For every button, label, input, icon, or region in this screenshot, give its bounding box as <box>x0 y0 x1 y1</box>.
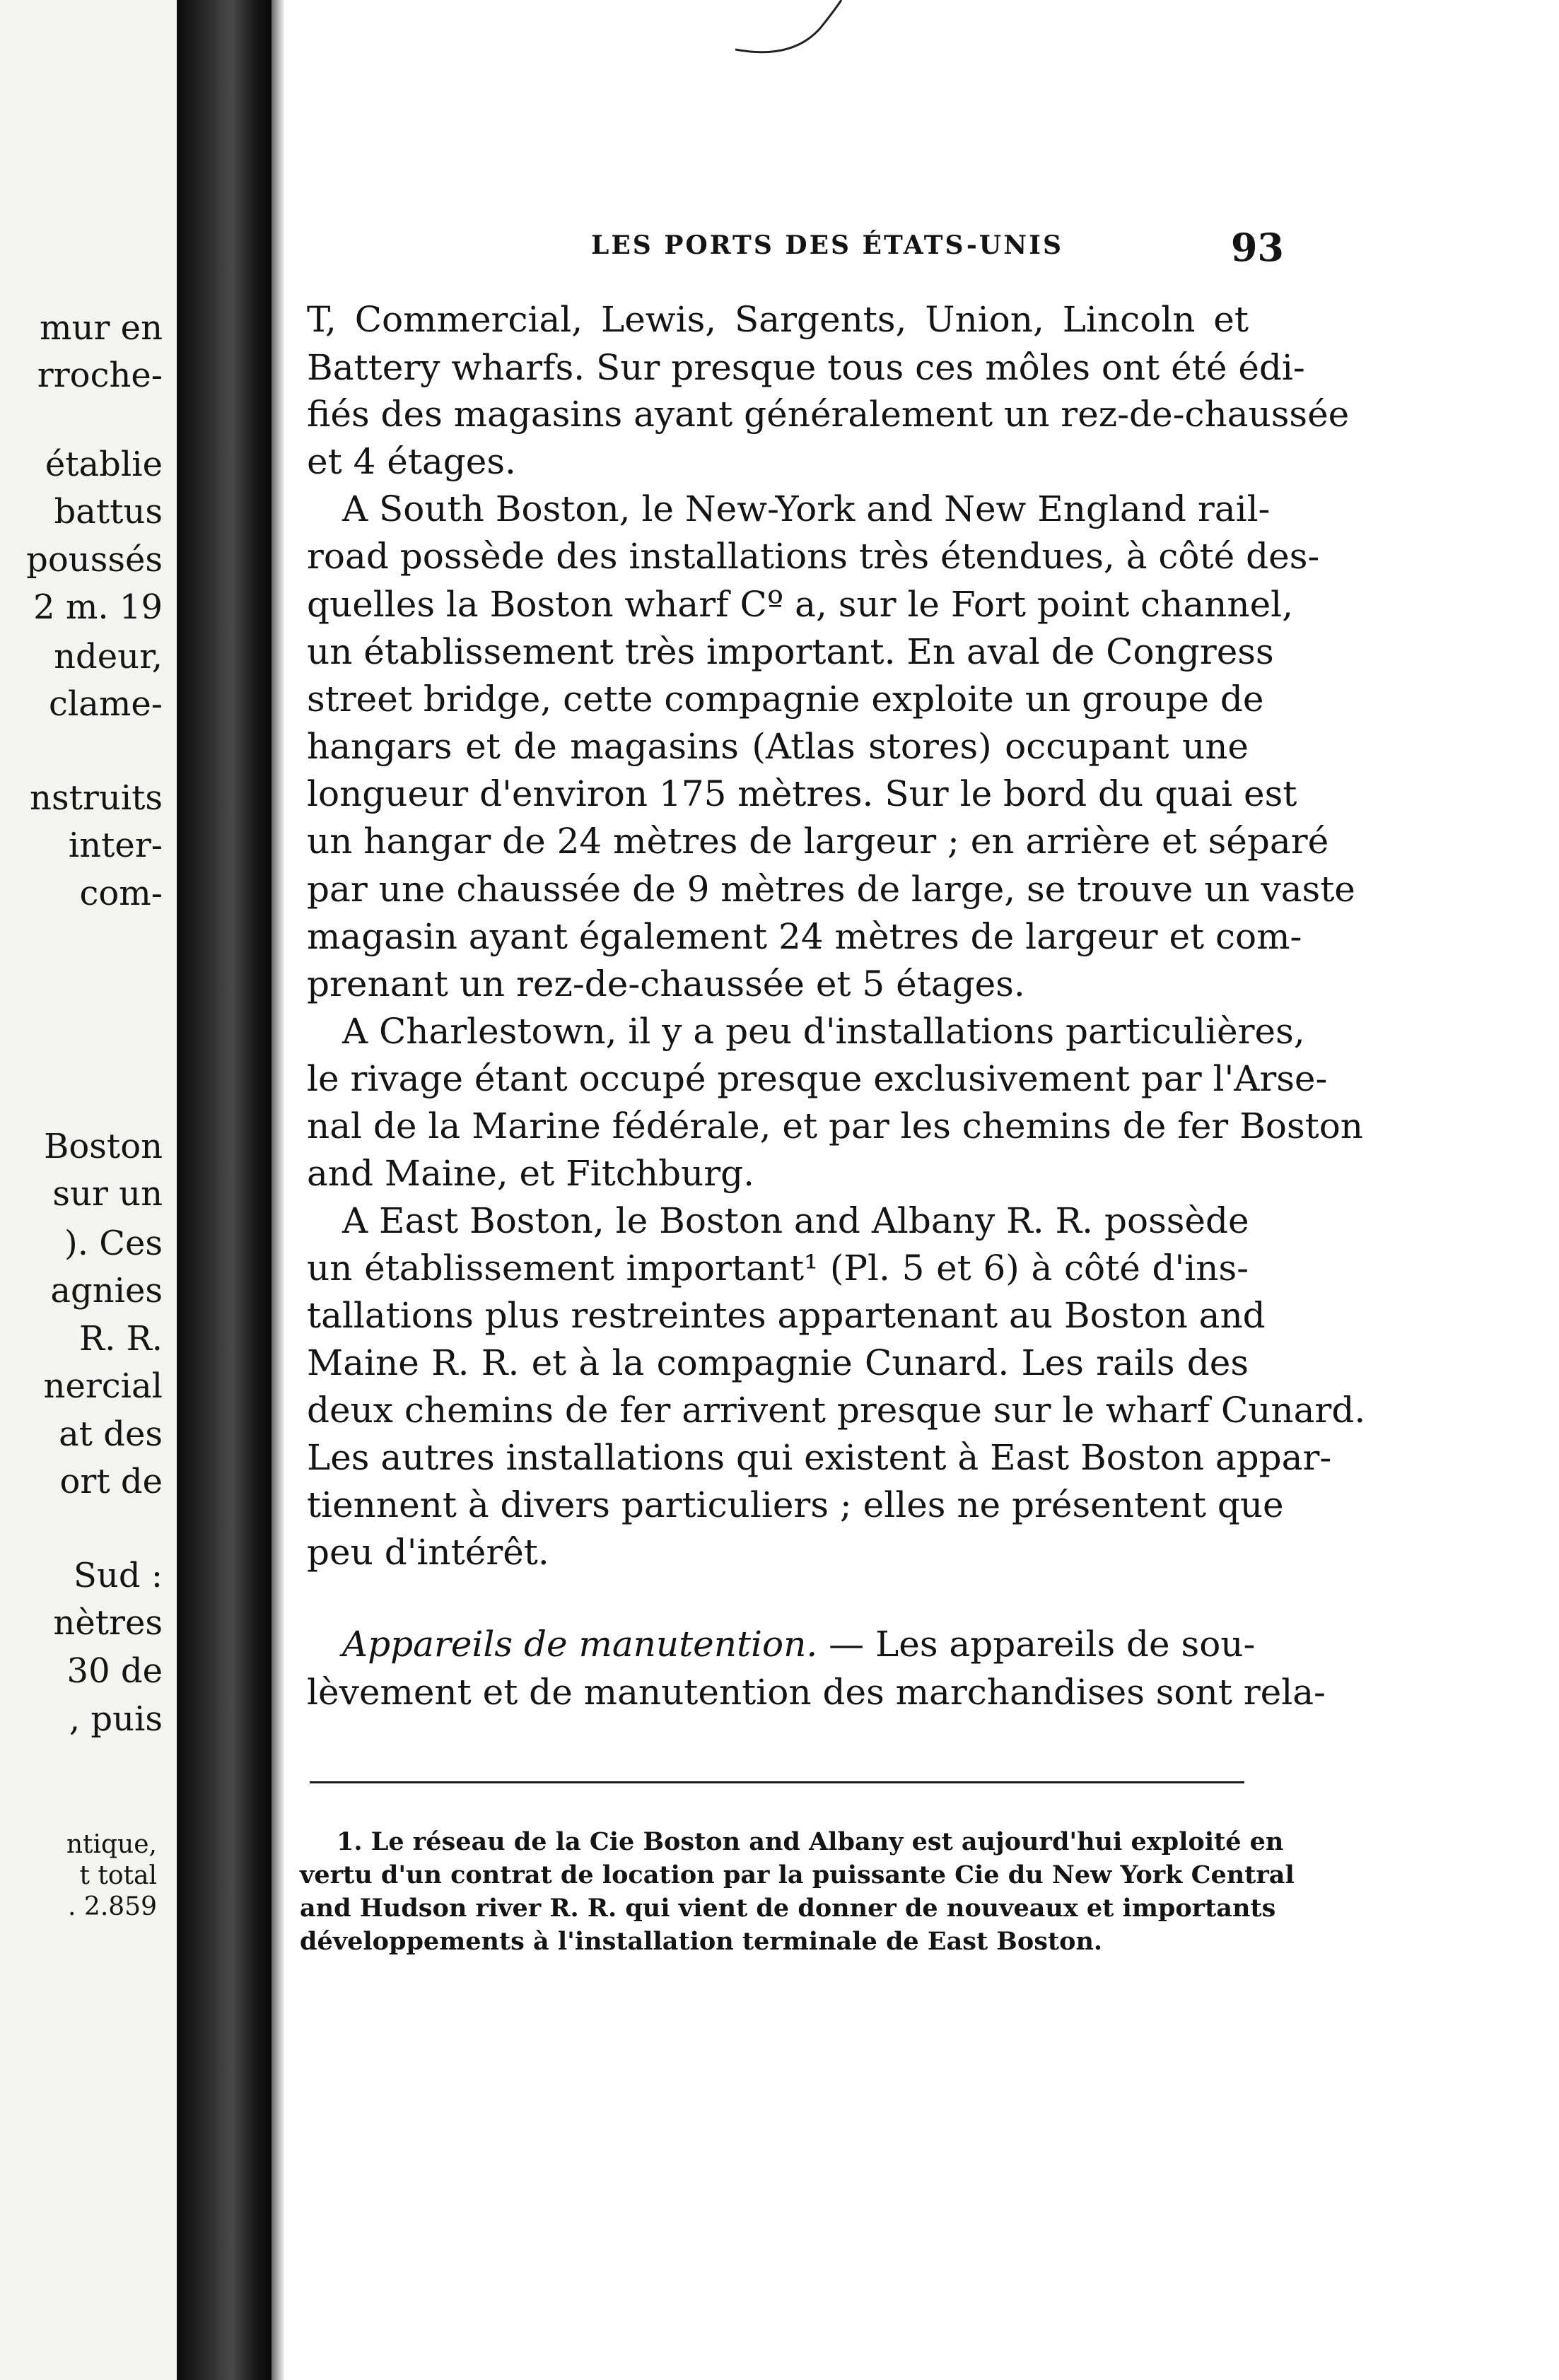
body-line: street bridge, cette compagnie exploite un groupe de <box>307 679 1264 720</box>
footnote-line: développements à l'installation terminale de East Boston. <box>300 1927 1103 1956</box>
left-page-line: 30 de <box>66 1651 163 1691</box>
running-header: LES PORTS DES ÉTATS-UNIS <box>591 230 1063 260</box>
left-page-line: agnies <box>50 1271 163 1311</box>
left-page-note-line: t total <box>79 1861 157 1890</box>
binding-gutter <box>177 0 276 2380</box>
left-page-line: poussés <box>26 540 163 580</box>
left-page-line: ndeur, <box>54 637 163 676</box>
body-line: Battery wharfs. Sur presque tous ces môles ont été édi- <box>307 347 1305 388</box>
left-page-line: nercial <box>43 1366 163 1406</box>
section-paragraph-first-line <box>342 1624 1256 1665</box>
section-heading: Appareils de manutention. <box>342 1624 818 1665</box>
body-line: tiennent à divers particuliers ; elles ne présentent que <box>307 1484 1284 1525</box>
body-line: A Charlestown, il y a peu d'installations particulières, <box>342 1011 1305 1052</box>
left-page-line: clame- <box>49 684 163 724</box>
left-page-line: , puis <box>69 1699 163 1739</box>
body-line: nal de la Marine fédérale, et par les chemins de fer Boston <box>307 1106 1363 1147</box>
left-page-note-line: ntique, <box>66 1830 157 1859</box>
body-line: A South Boston, le New-York and New England rail- <box>342 488 1271 529</box>
left-page-line: Sud : <box>74 1556 163 1595</box>
body-line: road possède des installations très étendues, à côté des- <box>307 536 1320 577</box>
body-line: par une chaussée de 9 mètres de large, se trouve un vaste <box>307 869 1355 910</box>
left-page-line: ). Ces <box>64 1224 163 1263</box>
body-line: et 4 étages. <box>307 441 516 482</box>
left-page-line: 2 m. 19 <box>33 587 163 627</box>
left-page-line: rroche- <box>37 356 163 395</box>
left-page-line: inter- <box>68 826 163 865</box>
body-line: tallations plus restreintes appartenant au Boston and <box>307 1295 1266 1336</box>
body-line: le rivage étant occupé presque exclusivement par l'Arse- <box>307 1058 1328 1099</box>
body-line: T, Commercial, Lewis, Sargents, Union, Lincoln et <box>307 299 1249 340</box>
section-text: — Les appareils de sou- <box>817 1624 1256 1665</box>
left-page-note-line: . 2.859 <box>68 1892 157 1921</box>
previous-page-edge <box>0 0 177 2380</box>
body-line: lèvement et de manutention des marchandises sont rela- <box>307 1672 1326 1713</box>
body-line: un hangar de 24 mètres de largeur ; en arrière et séparé <box>307 821 1329 862</box>
body-line: quelles la Boston wharf Cº a, sur le Fort point channel, <box>307 584 1294 625</box>
left-page-line: Boston <box>44 1127 163 1166</box>
left-page-line: R. R. <box>78 1319 163 1359</box>
body-line: un établissement important¹ (Pl. 5 et 6) à côté d'ins- <box>307 1248 1249 1289</box>
left-page-line: at des <box>59 1414 163 1454</box>
page-number: 93 <box>1230 225 1284 270</box>
body-line: and Maine, et Fitchburg. <box>307 1153 755 1194</box>
body-line: Maine R. R. et à la compagnie Cunard. Les rails des <box>307 1342 1249 1383</box>
left-page-line: battus <box>54 492 163 532</box>
footnote-line: and Hudson river R. R. qui vient de donner de nouveaux et importants <box>300 1894 1276 1923</box>
body-line: fiés des magasins ayant généralement un rez-de-chaussée <box>307 394 1350 435</box>
body-line: hangars et de magasins (Atlas stores) occupant une <box>307 726 1249 767</box>
paper-scratch-mark <box>735 0 877 64</box>
left-page-line: mur en <box>40 308 163 348</box>
body-line: longueur d'environ 175 mètres. Sur le bord du quai est <box>307 773 1297 814</box>
body-line: Les autres installations qui existent à East Boston appar- <box>307 1437 1332 1478</box>
gutter-edge-shadow <box>271 0 284 2380</box>
footnote-line: 1. Le réseau de la Cie Boston and Albany est aujourd'hui exploité en <box>337 1827 1284 1856</box>
left-page-line: com- <box>79 874 163 913</box>
left-page-line: sur un <box>52 1174 163 1214</box>
body-line: A East Boston, le Boston and Albany R. R. possède <box>342 1200 1249 1241</box>
left-page-line: établie <box>45 445 163 484</box>
footnote-separator <box>310 1781 1244 1783</box>
body-line: prenant un rez-de-chaussée et 5 étages. <box>307 963 1025 1004</box>
left-page-line: ort de <box>59 1462 163 1501</box>
left-page-line: nstruits <box>30 778 163 818</box>
body-line: deux chemins de fer arrivent presque sur le wharf Cunard. <box>307 1390 1366 1431</box>
body-line: peu d'intérêt. <box>307 1532 549 1573</box>
footnote-line: vertu d'un contrat de location par la puissante Cie du New York Central <box>300 1860 1295 1889</box>
body-line: un établissement très important. En aval de Congress <box>307 631 1274 672</box>
body-line: magasin ayant également 24 mètres de largeur et com- <box>307 916 1302 957</box>
left-page-line: nètres <box>53 1603 163 1643</box>
